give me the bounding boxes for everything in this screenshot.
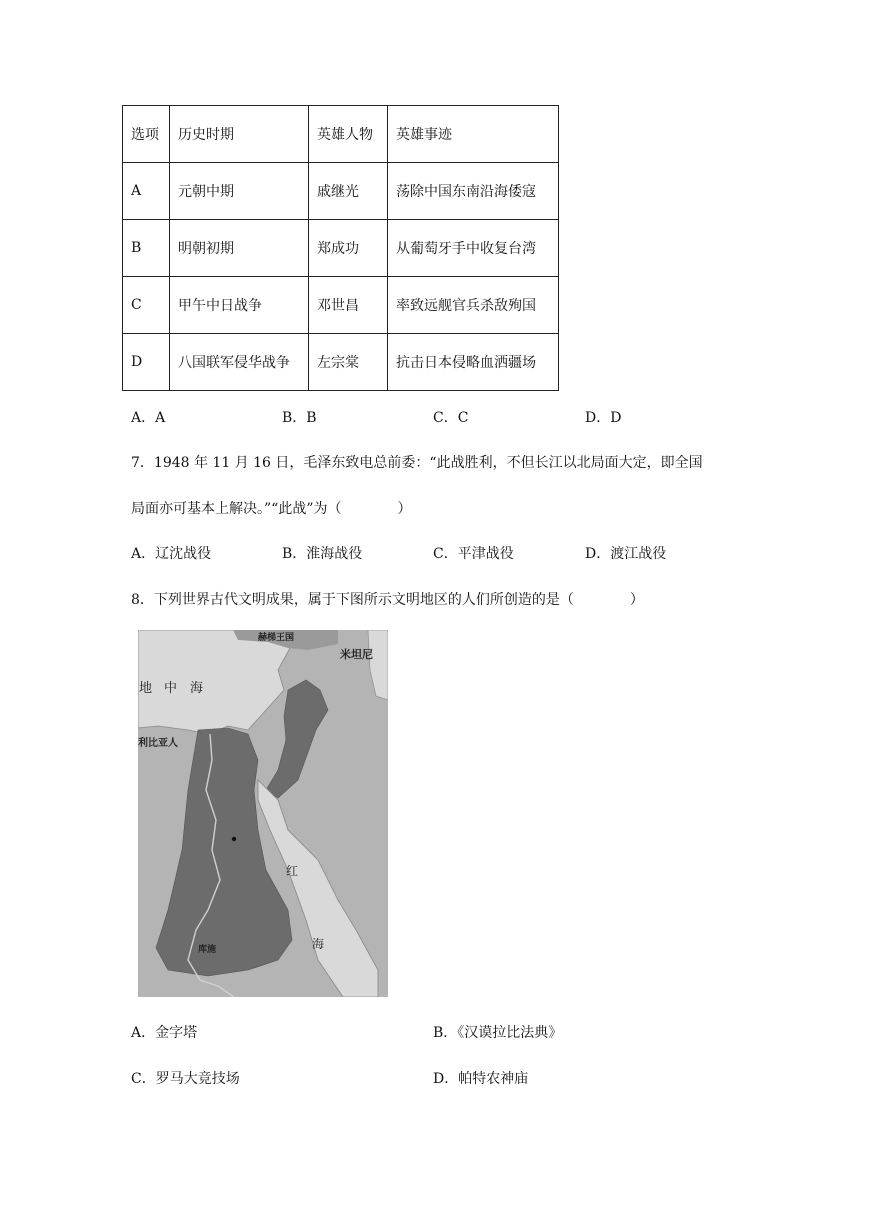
q8-option-d[interactable]: D．帕特农神庙	[433, 1071, 529, 1087]
map-label-mitanni: 米坦尼	[340, 648, 373, 661]
q8-option-c[interactable]: C．罗马大竞技场	[131, 1071, 240, 1087]
table-cell: 荡除中国东南沿海倭寇	[388, 163, 559, 220]
table-row	[123, 220, 559, 277]
table-cell: 率致远舰官兵杀敌殉国	[388, 277, 559, 334]
q7-option-a[interactable]: A．辽沈战役	[131, 546, 212, 562]
table-cell: 抗击日本侵略血洒疆场	[388, 334, 559, 391]
map-label-red-sea-1: 红	[286, 864, 299, 878]
table-cell: 邓世昌	[309, 277, 388, 334]
city-marker	[232, 837, 236, 841]
q6-option-d[interactable]: D．D	[585, 410, 622, 426]
q8-option-a[interactable]: A．金字塔	[131, 1025, 198, 1041]
table-cell: 八国联军侵华战争	[170, 334, 309, 391]
map-label-anatolia: 赫梯王国	[258, 633, 295, 643]
table-cell: B	[123, 220, 170, 277]
q7-option-c[interactable]: C．平津战役	[433, 546, 514, 562]
map-label-red-sea-2: 海	[312, 937, 325, 951]
map-label-mediterranean-left: 地	[139, 681, 153, 696]
q7-option-b[interactable]: B．淮海战役	[282, 546, 363, 562]
table-cell: D	[123, 334, 170, 391]
q7-question-line1: 7．1948 年 11 月 16 日，毛泽东致电总前委：“此战胜利，不但长江以北局面大定，即全国	[131, 455, 703, 471]
map-label-kush: 库施	[198, 945, 217, 955]
table-header-cell: 选项	[123, 106, 170, 163]
table-cell: 从葡萄牙手中收复台湾	[388, 220, 559, 277]
table-cell: A	[123, 163, 170, 220]
table-header-row	[123, 106, 559, 163]
table-row	[123, 334, 559, 391]
q6-table	[122, 105, 559, 391]
table-cell: C	[123, 277, 170, 334]
map-label-libyans: 利比亚人	[138, 738, 178, 749]
table-row	[123, 277, 559, 334]
ancient-egypt-map	[138, 630, 388, 997]
table-cell: 明朝初期	[170, 220, 309, 277]
q6-option-b[interactable]: B．B	[282, 410, 317, 426]
q7-option-d[interactable]: D．渡江战役	[585, 546, 667, 562]
q6-option-c[interactable]: C．C	[433, 410, 469, 426]
table-cell: 左宗棠	[309, 334, 388, 391]
table-cell: 甲午中日战争	[170, 277, 309, 334]
q6-option-a[interactable]: A．A	[131, 410, 166, 426]
table-header-cell: 历史时期	[170, 106, 309, 163]
table-row	[123, 163, 559, 220]
table-header-cell: 英雄事迹	[388, 106, 559, 163]
q8-question: 8．下列世界古代文明成果，属于下图所示文明地区的人们所创造的是（ ）	[131, 592, 644, 608]
map-label-mediterranean: 中 海	[164, 681, 204, 696]
table-cell: 戚继光	[309, 163, 388, 220]
table-header-cell: 英雄人物	[309, 106, 388, 163]
q7-question-line2: 局面亦可基本上解决。”“此战”为（ ）	[131, 501, 412, 517]
q8-option-b[interactable]: B．《汉谟拉比法典》	[433, 1025, 563, 1041]
table-cell: 郑成功	[309, 220, 388, 277]
table-cell: 元朝中期	[170, 163, 309, 220]
